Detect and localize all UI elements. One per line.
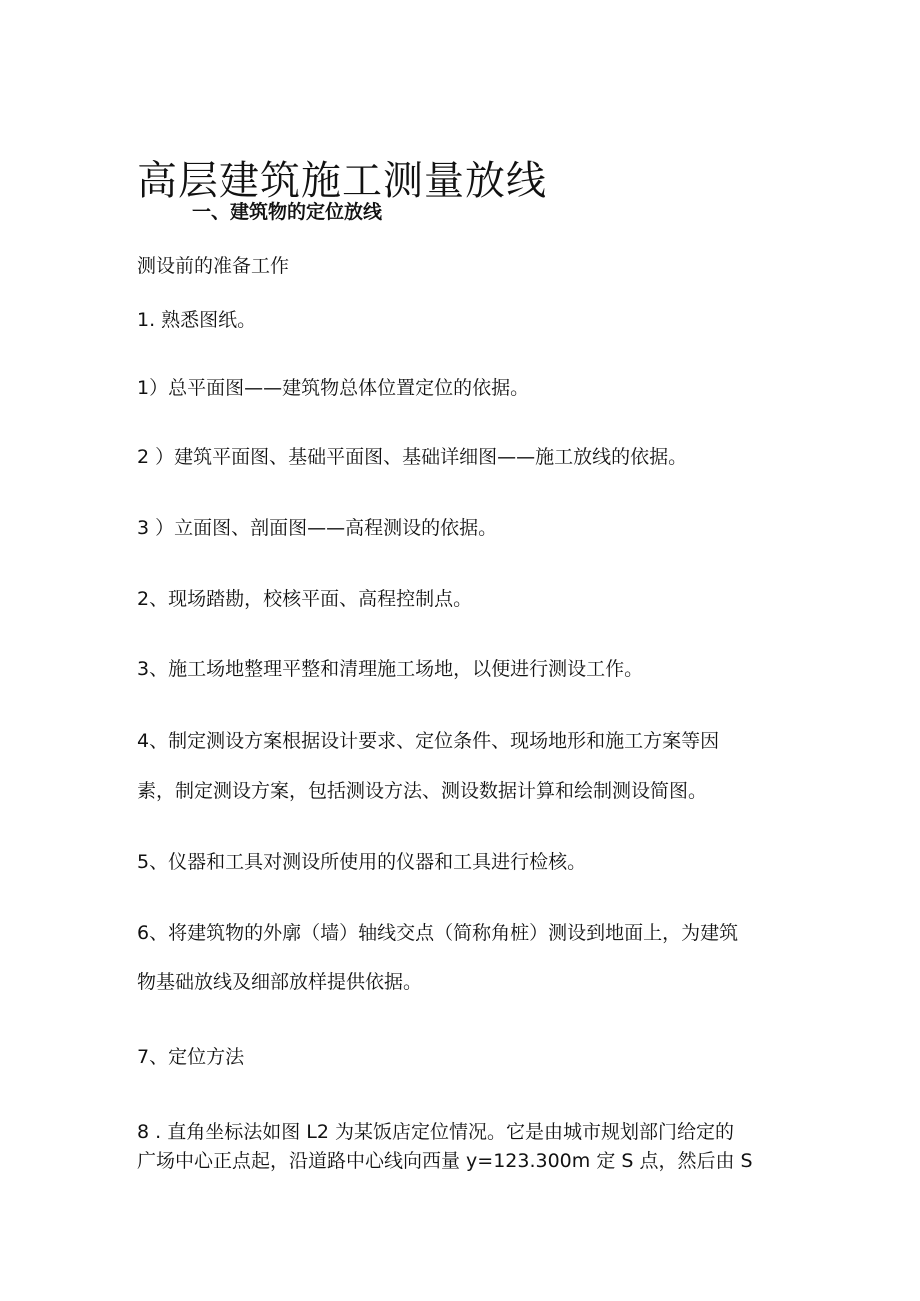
- paragraph-item: 3、施工场地整理平整和清理施工场地，以便进行测设工作。: [137, 658, 644, 680]
- paragraph-item: 1. 熟悉图纸。: [137, 309, 257, 331]
- paragraph-continuation: 广场中心正点起，沿道路中心线向西量 y=123.300m 定 S 点，然后由 S: [137, 1150, 753, 1172]
- paragraph-item: 6、将建筑物的外廓（墙）轴线交点（简称角桩）测设到地面上，为建筑: [137, 922, 739, 944]
- paragraph-item: 5、仪器和工具对测设所使用的仪器和工具进行检核。: [137, 851, 587, 873]
- paragraph-item: 7、定位方法: [137, 1046, 245, 1068]
- paragraph-item: 2、现场踏勘，校核平面、高程控制点。: [137, 588, 473, 610]
- section-heading: 一、建筑物的定位放线: [192, 201, 383, 223]
- paragraph-item: 4、制定测设方案根据设计要求、定位条件、现场地形和施工方案等因: [137, 730, 720, 752]
- paragraph-continuation: 物基础放线及细部放样提供依据。: [137, 971, 423, 993]
- document-title: 高层建筑施工测量放线: [137, 157, 547, 204]
- paragraph-item: 2 ）建筑平面图、基础平面图、基础详细图——施工放线的依据。: [137, 446, 688, 468]
- paragraph-item: 1）总平面图——建筑物总体位置定位的依据。: [137, 377, 530, 399]
- paragraph-item: 3 ）立面图、剖面图——高程测设的依据。: [137, 517, 498, 539]
- paragraph-preparation: 测设前的准备工作: [137, 255, 290, 277]
- paragraph-continuation: 素，制定测设方案，包括测设方法、测设数据计算和绘制测设简图。: [137, 780, 708, 802]
- paragraph-item: 8 . 直角坐标法如图 L2 为某饭店定位情况。它是由城市规划部门给定的: [137, 1121, 734, 1143]
